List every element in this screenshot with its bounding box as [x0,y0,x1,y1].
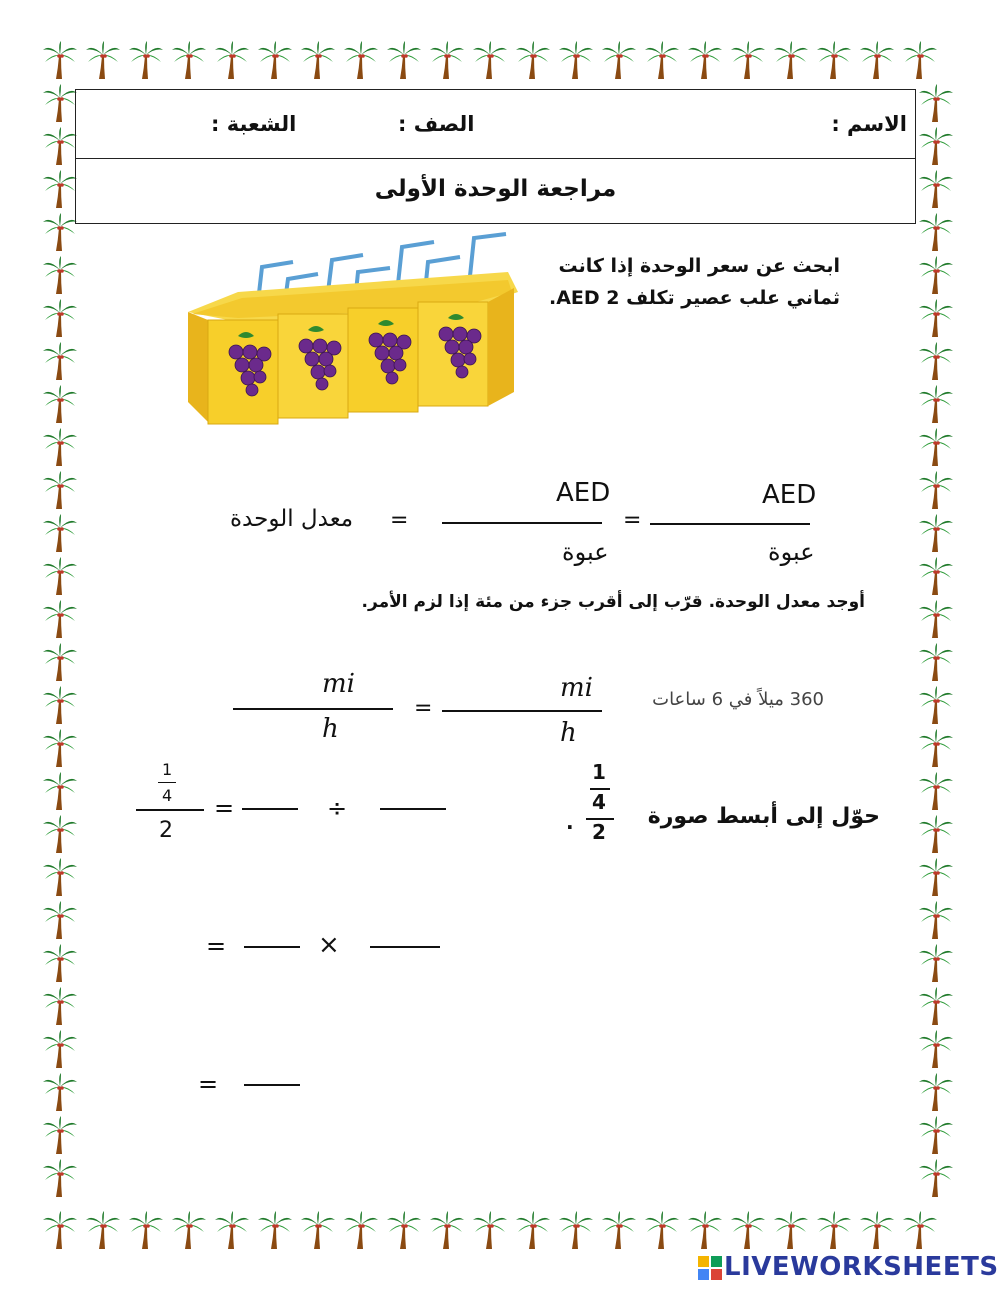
palm-tree-icon [171,1210,207,1250]
palm-tree-icon [918,255,954,295]
palm-tree-icon [42,642,78,682]
palm-tree-icon [918,771,954,811]
palm-tree-icon [42,1072,78,1112]
palm-tree-icon [42,384,78,424]
palm-tree-icon [918,814,954,854]
frac-b-denominator: h [560,718,577,748]
q2-equals: = [414,696,433,721]
liveworksheets-brand: LIVEWORKSHEETS [724,1252,999,1282]
liveworksheets-logo-icon [698,1256,722,1280]
palm-tree-icon [42,685,78,725]
step2-blank-1[interactable] [244,946,300,948]
palm-tree-icon [918,169,954,209]
palm-tree-icon [386,1210,422,1250]
class-label: الصف : [398,112,475,136]
palm-tree-icon [257,1210,293,1250]
palm-tree-icon [918,986,954,1026]
palm-tree-icon [558,1210,594,1250]
q3-period: . [566,810,574,834]
palm-tree-icon [918,298,954,338]
palm-tree-icon [816,40,852,80]
palm-tree-icon [773,1210,809,1250]
palm-tree-icon [918,1158,954,1198]
unit-rate-label: معدل الوحدة [230,506,354,532]
palm-tree-icon [918,126,954,166]
palm-tree-icon [42,986,78,1026]
palm-tree-icon [42,513,78,553]
palm-tree-icon [300,1210,336,1250]
palm-tree-icon [128,1210,164,1250]
palm-tree-icon [515,1210,551,1250]
step3-equals: = [198,1070,219,1098]
step1-blank-1[interactable] [242,808,298,810]
palm-tree-icon [687,1210,723,1250]
q1-equals-1: = [623,508,642,533]
palm-tree-icon [214,1210,250,1250]
palm-tree-icon [918,857,954,897]
palm-tree-icon [644,40,680,80]
title-row [76,158,915,224]
palm-tree-icon [214,40,250,80]
q2-given: 360 ميلاً في 6 ساعات [652,689,824,710]
q3-inner-denominator: 4 [592,790,606,814]
frac-b-bar [442,710,602,712]
divide-sign: ÷ [327,794,348,822]
palm-tree-icon [918,513,954,553]
palm-tree-icon [918,943,954,983]
work-outer-denominator: 2 [159,818,173,843]
student-info-row [76,90,915,159]
palm-tree-icon [902,40,938,80]
palm-tree-icon [42,255,78,295]
palm-tree-icon [902,1210,938,1250]
section-label: الشعبة : [211,112,297,136]
palm-tree-icon [601,1210,637,1250]
palm-tree-icon [42,470,78,510]
palm-tree-icon [42,298,78,338]
palm-tree-icon [42,728,78,768]
fraction1-bar [650,523,810,525]
palm-tree-icon [687,40,723,80]
palm-tree-icon [918,900,954,940]
palm-tree-icon [472,40,508,80]
fraction1-denominator: عبوة [768,538,815,566]
palm-tree-icon [42,1115,78,1155]
palm-tree-icon [918,470,954,510]
palm-tree-icon [918,642,954,682]
palm-tree-icon [730,1210,766,1250]
palm-tree-icon [918,556,954,596]
work-inner-bar [158,782,176,783]
palm-tree-icon [128,40,164,80]
frac-a-bar [233,708,393,710]
palm-tree-icon [918,1072,954,1112]
palm-tree-icon [918,1029,954,1069]
palm-tree-icon [601,40,637,80]
q2-instruction: أوجد معدل الوحدة. قرّب إلى أقرب جزء من مئة إذا لزم الأمر. [361,592,865,612]
work-inner-numerator: 1 [162,760,173,779]
palm-tree-icon [42,599,78,639]
palm-tree-icon [918,728,954,768]
frac-a-numerator: mi [322,669,355,699]
palm-tree-icon [42,341,78,381]
q1-prompt-line1: ابحث عن سعر الوحدة إذا كانت [558,255,840,277]
palm-tree-icon [343,1210,379,1250]
palm-tree-icon [918,212,954,252]
palm-tree-icon [300,40,336,80]
frac-a-denominator: h [322,714,339,744]
palm-tree-icon [918,1115,954,1155]
times-sign: × [318,930,340,960]
fraction1-numerator: AED [762,480,817,510]
palm-tree-icon [773,40,809,80]
q1-equals-2: = [390,508,409,533]
q3-outer-denominator: 2 [592,820,606,844]
palm-tree-icon [42,212,78,252]
palm-tree-icon [472,1210,508,1250]
palm-tree-icon [816,1210,852,1250]
palm-tree-icon [85,40,121,80]
palm-tree-icon [730,40,766,80]
step1-blank-2[interactable] [380,808,446,810]
palm-tree-icon [42,556,78,596]
palm-tree-icon [859,40,895,80]
q1-prompt-line2: ثماني علب عصير تكلف AED 2. [548,287,840,309]
palm-tree-icon [918,599,954,639]
palm-tree-icon [257,40,293,80]
name-label: الاسم : [831,112,907,136]
palm-tree-icon [42,40,78,80]
step2-equals: = [206,932,227,960]
palm-tree-icon [42,814,78,854]
palm-tree-icon [42,169,78,209]
palm-tree-icon [42,771,78,811]
q3-instruction: حوّل إلى أبسط صورة [647,804,880,829]
palm-tree-icon [644,1210,680,1250]
palm-tree-icon [386,40,422,80]
palm-tree-icon [171,40,207,80]
q3-inner-numerator: 1 [592,760,606,784]
palm-tree-icon [42,900,78,940]
palm-tree-icon [42,857,78,897]
palm-tree-icon [42,1158,78,1198]
frac-b-numerator: mi [560,673,593,703]
step3-blank[interactable] [244,1084,300,1086]
palm-tree-icon [42,83,78,123]
palm-tree-icon [429,1210,465,1250]
fraction2-denominator: عبوة [562,538,609,566]
header-box [75,89,916,224]
palm-tree-icon [918,384,954,424]
palm-tree-icon [429,40,465,80]
step1-equals: = [214,794,235,822]
palm-tree-icon [42,1029,78,1069]
palm-tree-icon [42,126,78,166]
fraction2-numerator: AED [556,478,611,508]
palm-tree-icon [859,1210,895,1250]
palm-tree-icon [918,427,954,467]
fraction2-bar [442,522,602,524]
work-inner-denominator: 4 [162,786,173,805]
palm-tree-icon [85,1210,121,1250]
grape-juice-boxes-image [178,232,520,432]
palm-tree-icon [42,943,78,983]
palm-tree-icon [42,427,78,467]
palm-tree-icon [343,40,379,80]
palm-tree-icon [515,40,551,80]
worksheet-title: مراجعة الوحدة الأولى [374,176,617,202]
palm-tree-icon [42,1210,78,1250]
palm-tree-icon [918,83,954,123]
palm-tree-icon [918,341,954,381]
palm-tree-icon [918,685,954,725]
palm-tree-icon [558,40,594,80]
work-outer-bar [136,809,204,811]
step2-blank-2[interactable] [370,946,440,948]
